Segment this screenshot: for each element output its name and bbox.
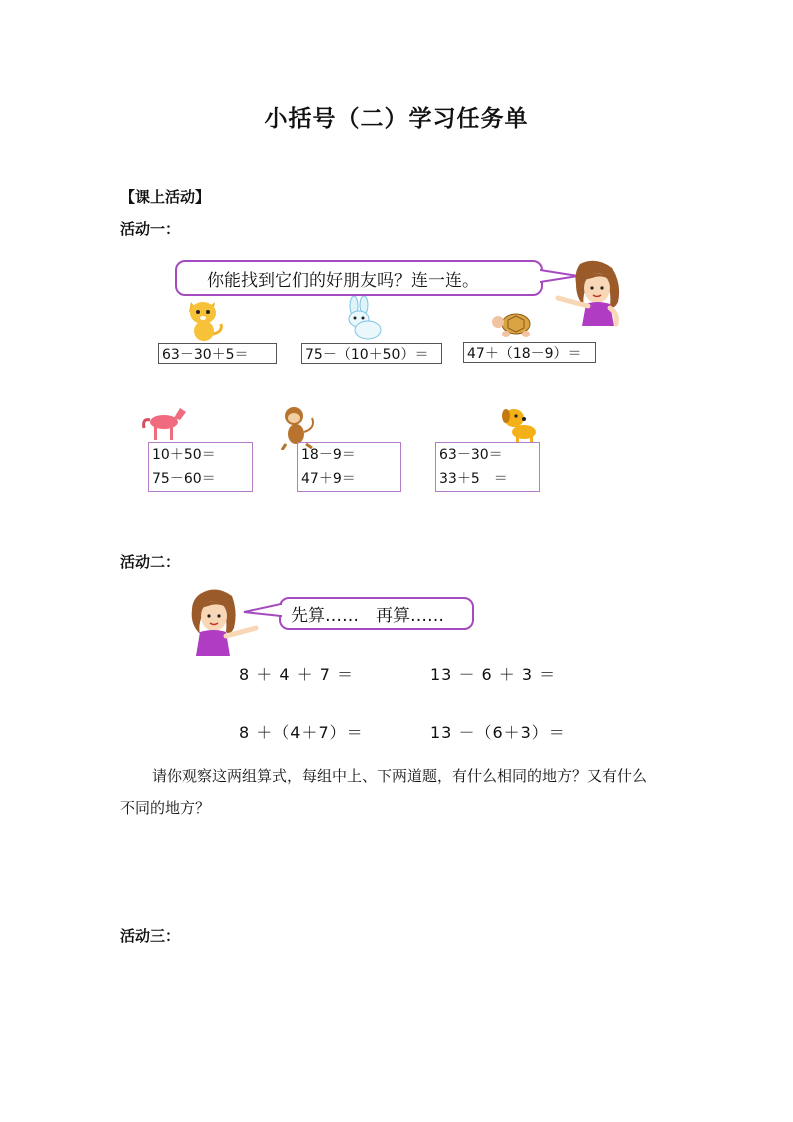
cat-icon bbox=[185, 296, 225, 342]
page-title: 小括号（二）学习任务单 bbox=[264, 106, 529, 132]
answer-expression: 33＋5 ＝ bbox=[439, 471, 508, 487]
expression-text: 63－30＋5＝ bbox=[162, 346, 249, 363]
equation: 13 － 6 ＋ 3 ＝ bbox=[430, 665, 557, 684]
answer-expression: 75－60＝ bbox=[152, 471, 216, 487]
activity1-speech-bubble bbox=[175, 260, 543, 296]
activity1-label: 活动一： bbox=[120, 220, 181, 238]
activity1-bubble-text: 你能找到它们的好朋友吗？连一连。 bbox=[207, 270, 479, 291]
section-label: 【课上活动】 bbox=[120, 188, 211, 206]
equation: 8 ＋（4＋7）＝ bbox=[239, 723, 364, 742]
speech-bubble-tail bbox=[242, 600, 282, 620]
expression-text: 47＋（18－9）＝ bbox=[467, 345, 582, 362]
equation: 8 ＋ 4 ＋ 7 ＝ bbox=[239, 665, 354, 684]
horse-icon bbox=[140, 404, 190, 444]
answer-expression: 47＋9＝ bbox=[301, 471, 356, 487]
expression-box bbox=[158, 343, 277, 364]
expression-box bbox=[463, 342, 596, 363]
answer-box bbox=[297, 442, 401, 492]
activity3-label: 活动三： bbox=[120, 927, 181, 945]
teacher-girl-icon bbox=[186, 588, 262, 658]
answer-box bbox=[435, 442, 540, 492]
expression-text: 75－（10＋50）＝ bbox=[305, 346, 429, 363]
answer-expression: 10＋50＝ bbox=[152, 447, 216, 463]
answer-box bbox=[148, 442, 253, 492]
equation: 13 －（6＋3）＝ bbox=[430, 723, 566, 742]
activity2-bubble-text: 先算…… 再算…… bbox=[291, 606, 444, 626]
question-line-1: 请你观察这两组算式，每组中上、下两道题，有什么相同的地方？又有什么 bbox=[152, 767, 648, 785]
answer-expression: 63－30＝ bbox=[439, 447, 503, 463]
answer-expression: 18－9＝ bbox=[301, 447, 356, 463]
question-line-2: 不同的地方？ bbox=[120, 799, 211, 817]
expression-box bbox=[301, 343, 442, 364]
activity2-label: 活动二： bbox=[120, 553, 181, 571]
dog-icon bbox=[498, 406, 542, 444]
rabbit-icon bbox=[340, 296, 386, 340]
turtle-icon bbox=[490, 310, 538, 338]
teacher-girl-icon bbox=[552, 258, 628, 328]
activity2-speech-bubble bbox=[279, 597, 474, 630]
